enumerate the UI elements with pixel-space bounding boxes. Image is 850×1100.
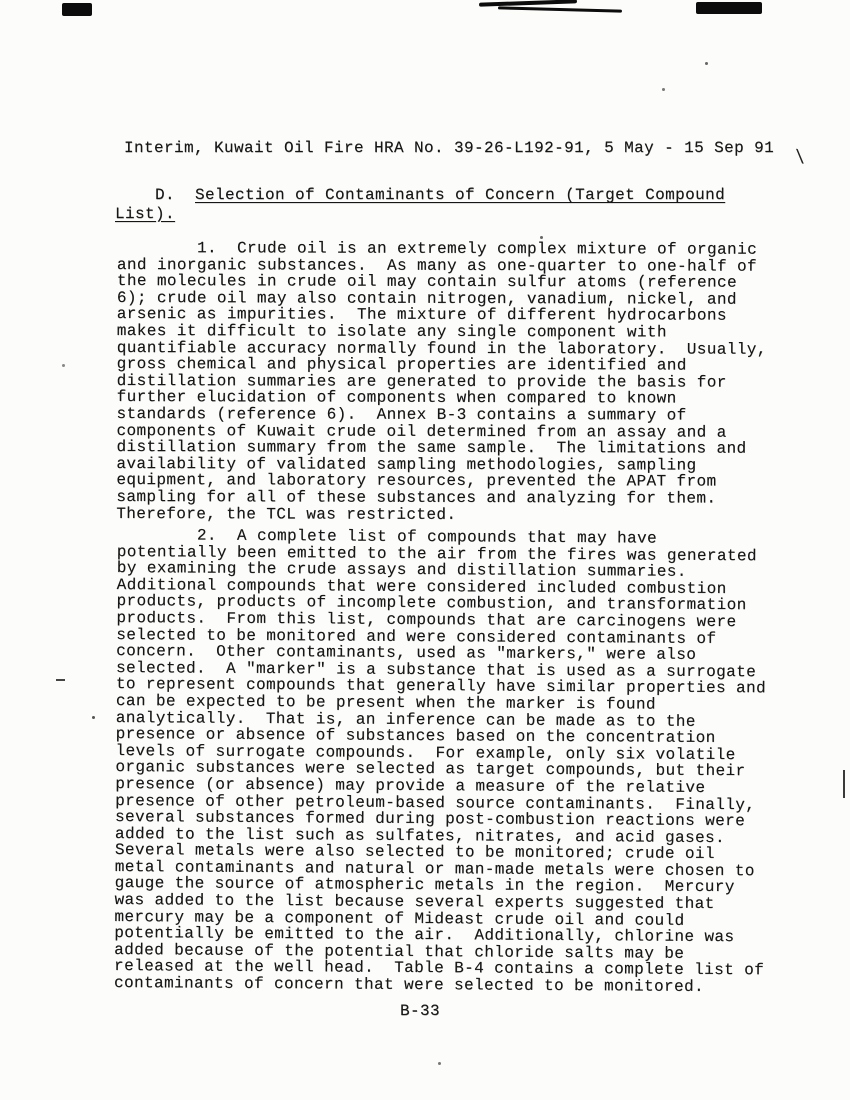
section-heading-label: D.	[115, 186, 196, 204]
scan-artifact-top-middle-2	[498, 6, 622, 12]
scan-speck	[92, 716, 95, 719]
scan-speck	[705, 62, 708, 65]
scan-artifact-top-middle	[479, 0, 577, 7]
scan-artifact-top-right	[696, 2, 762, 14]
page-number: B-33	[400, 1002, 441, 1020]
section-heading	[115, 186, 725, 223]
scan-speck	[62, 364, 65, 367]
paragraph-2: 2. A complete list of compounds that may have potentially been emitted to the air from the fires was generated by examining the crude assays and distillation summaries. Additional compounds that were considered included combustion products, products of incomplete combustion, and transformation products. From this list, compounds that are carcinogens were selected to be monitored and were considered contaminants of concern. Other contaminants, used as "markers," were also selected. A "marker" is a substance that is used as a surrogate to represent compounds that generally have similar properties and can be expected to be present when the marker is found analytically. That is, an inference can be made as to the presence or absence of substances based on the concentration levels of surrogate compounds. For example, only six volatile organic substances were selected as target compounds, but their presence (or absence) may provide a measure of the relative presence of other petroleum-based source contaminants. Finally, several substances formed during post-combustion reactions were added to the list such as sulfates, nitrates, and acid gases. Several metals were also selected to be monitored; crude oil metal contaminants and natural or man-made metals were chosen to gauge the source of atmospheric metals in the region. Mercury was added to the list because several experts suggested that mercury may be a component of Mideast crude oil and could potentially be emitted to the air. Additionally, chlorine was added because of the potential that chloride salts may be released at the well head. Table B-4 contains a complete list of contaminants of concern that were selected to be monitored.	[113, 526, 767, 996]
scan-speck	[438, 1062, 441, 1065]
scan-backslash-mark: \	[792, 146, 807, 170]
paragraph-1: 1. Crude oil is an extremely complex mixture of organic and inorganic substances. As many as one-quarter to one-half of the molecules in crude oil may contain sulfur atoms (reference 6); crude oil may also contain nitrogen, vanadium, nickel, and arsenic as impurities. The mixture of different hydrocarbons makes it difficult to isolate any single component with quantifiable accuracy normally found in the laboratory. Usually, gross chemical and physical properties are identified and distillation summaries are generated to provide the basis for further elucidation of components when compared to known standards (reference 6). Annex B-3 contains a summary of components of Kuwait crude oil determined from an assay and a distillation summary from the same sample. The limitations and availability of validated sampling methodologies, sampling equipment, and laboratory resources, prevented the APAT from sampling for all of these substances and analyzing for them. Therefore, the TCL was restricted.	[116, 239, 767, 524]
section-heading-title-line2: List).	[115, 204, 176, 223]
section-heading-title-line1: Selection of Contaminants of Concern (Target Compound	[195, 186, 726, 204]
document-header: Interim, Kuwait Oil Fire HRA No. 39-26-L192-91, 5 May - 15 Sep 91	[124, 139, 775, 157]
scan-artifact-top-left	[62, 3, 92, 16]
scan-artifact-right-edge	[843, 770, 845, 798]
scan-artifact-left-dash	[56, 679, 65, 681]
scan-speck	[662, 88, 665, 91]
scan-speck	[540, 236, 543, 239]
